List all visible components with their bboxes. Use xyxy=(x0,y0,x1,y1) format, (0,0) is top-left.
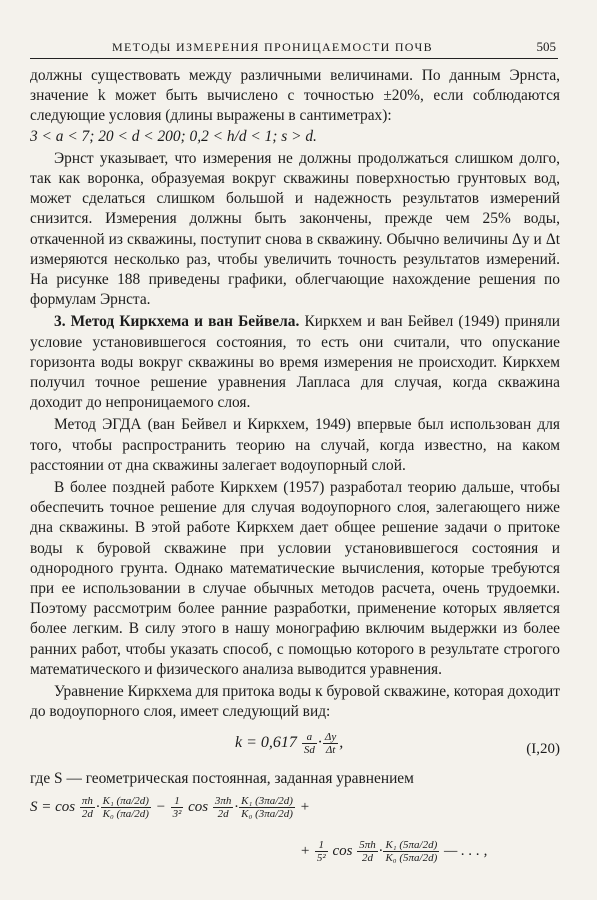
fraction-numerator: 1 xyxy=(171,795,184,808)
equation-line-1: S = cos $\frac{\pi h}{2d}$ · $\frac{\text{K₁ (πa/2d)}}{\text{K₀ (πa/2d)}}$ − $\frac{1}{\text{3²}}$ cos $\frac{3\pi h}{2d}$ · $\frac{\text{K₁ (3πa/2d)}}{\text{K₀ (3πa/2d)}}$ + xyxy=(30,794,310,820)
running-title: МЕТОДЫ ИЗМЕРЕНИЯ ПРОНИЦАЕМОСТИ ПОЧВ xyxy=(112,40,433,54)
paragraph-1 xyxy=(30,66,560,147)
fraction-denominator: Sd xyxy=(303,743,315,756)
cos-term: cos xyxy=(332,842,353,859)
paragraph-6: Уравнение Киркхема для притока воды к буровой скважине, которая доходит до водоупорного слоя, имеет следующий вид: xyxy=(30,683,560,721)
size-conditions: 3 < a < 7; 20 < d < 200; 0,2 < h/d < 1; s > d. xyxy=(30,127,317,145)
body-text xyxy=(30,66,560,877)
equation-kirkham xyxy=(30,727,560,767)
equation-s-start: S = cos xyxy=(30,798,76,815)
fraction-denominator: Δt xyxy=(325,743,336,756)
fraction-k1 xyxy=(101,795,151,820)
fraction-k3 xyxy=(383,839,439,864)
fraction-c2 xyxy=(171,795,184,820)
cos-term: cos xyxy=(188,798,209,815)
fraction-numerator: K₁ (3πa/2d) xyxy=(241,794,293,807)
fraction-c3 xyxy=(315,839,328,864)
section-heading: 3. Метод Киркхема и ван Бейвела. xyxy=(54,313,300,331)
fraction-denominator: 3² xyxy=(172,807,182,820)
fraction-numerator: K₁ (5πa/2d) xyxy=(385,838,438,851)
equation-comma: , xyxy=(339,733,344,751)
equation-number: (I,20) xyxy=(526,740,560,757)
series-ellipsis: — . . . , xyxy=(444,842,488,859)
fraction-denominator: 2d xyxy=(81,807,93,820)
fraction-numerator: 1 xyxy=(315,839,328,852)
fraction-denominator: K₀ (5πa/2d) xyxy=(385,851,438,864)
equation-geometric-constant xyxy=(30,791,560,877)
page-number: 505 xyxy=(536,39,556,54)
paragraph-5: В более поздней работе Киркхем (1957) разработал теорию дальше, чтобы обеспечить точное решение для случая водоупорного слоя, залегающего ниже дна скважины. В этой работе Киркхем дает общее решение задачи о притоке воды к буровой скважине при условии установившегося состояния и однородного грунта. Однако математические вычисления, которые требуются при ее использовании в случае обычных методов расчета, очень трудоемки. Поэтому рассмотрим более ранние разработки, применение которых является более легким. В силу этого в нашу монографию включим выдержки из более ранних работ, чтобы указать способ, с помощью которого в результате строгого математического и физического анализа выводится уравнения. xyxy=(30,479,560,678)
fraction-a-sd xyxy=(302,731,317,756)
paragraph-1-text: должны существовать между различными величинами. По данным Эрнста, значение k может быть вычислено с точностью ±20%, если соблюдаются следующие условия (длины выражены в сантиметрах): xyxy=(30,67,560,125)
paragraph-3-text: Киркхем и ван Бейвел (1949) приняли условие установившегося состояния, то есть они считали, что опускание горизонта воды вокруг скважины во время измерения не происходит. Киркхем получил точное решение уравнения Лапласа для случая, когда скважина доходит до непроницаемого слоя. xyxy=(30,313,560,412)
paragraph-2: Эрнст указывает, что измерения не должны продолжаться слишком долго, так как воронка, образуемая вокруг скважины поверхностью грунтовых вод, может сделаться слишком большой и надежность результатов измерений снизится. Измерения должны быть закончены, прежде чем 25% воды, откаченной из скважины, поступит снова в скважину. Обычно величины Δy и Δt измеряются несколько раз, чтобы увеличить точность результатов измерений. На рисунке 188 приведены графики, облегчающие нахождение решения по формулам Эрнста. xyxy=(30,149,560,309)
fraction-dy-dt xyxy=(323,731,338,756)
fraction-numerator: 5πh xyxy=(359,838,376,851)
fraction-numerator: πh xyxy=(81,794,93,807)
equation-line-2: + $\frac{1}{\text{5²}}$ cos $\frac{5\pi h}{2d}$ · $\frac{\text{K₁ (5πa/2d)}}{\text{K₀ (5πa/2d)}}$ — . . . , xyxy=(300,838,488,864)
running-header xyxy=(30,38,558,59)
fraction-denominator: 2d xyxy=(217,807,229,820)
fraction-t1 xyxy=(80,795,95,820)
fraction-denominator: K₀ (3πa/2d) xyxy=(241,807,293,820)
fraction-t2 xyxy=(213,795,234,820)
fraction-k2 xyxy=(239,795,295,820)
paragraph-7: где S — геометрическая постоянная, заданная уравнением xyxy=(30,769,414,787)
fraction-denominator: K₀ (πa/2d) xyxy=(102,807,149,820)
fraction-denominator: 2d xyxy=(361,851,373,864)
fraction-numerator: a xyxy=(302,731,317,744)
equation-lhs: k = 0,617 xyxy=(235,733,297,751)
minus-sign: − xyxy=(155,798,166,815)
paragraph-4: Метод ЭГДА (ван Бейвел и Киркхем, 1949) впервые был использован для того, чтобы распространить теорию на случай, когда известно, на каком расстоянии от дна скважины залегает водоупорный слой. xyxy=(30,416,560,474)
plus-sign: + xyxy=(300,842,311,859)
equation-body: k = 0,617 $\frac{a}{Sd}$ · $\frac{\Delta y}{\Delta t}$ , xyxy=(235,730,344,756)
fraction-numerator: K₁ (πa/2d) xyxy=(102,794,149,807)
fraction-numerator: 3πh xyxy=(214,794,232,807)
fraction-t3 xyxy=(357,839,378,864)
plus-sign: + xyxy=(299,798,310,815)
fraction-numerator: Δy xyxy=(324,730,337,743)
paragraph-3 xyxy=(30,312,560,413)
fraction-denominator: 5² xyxy=(316,851,326,864)
